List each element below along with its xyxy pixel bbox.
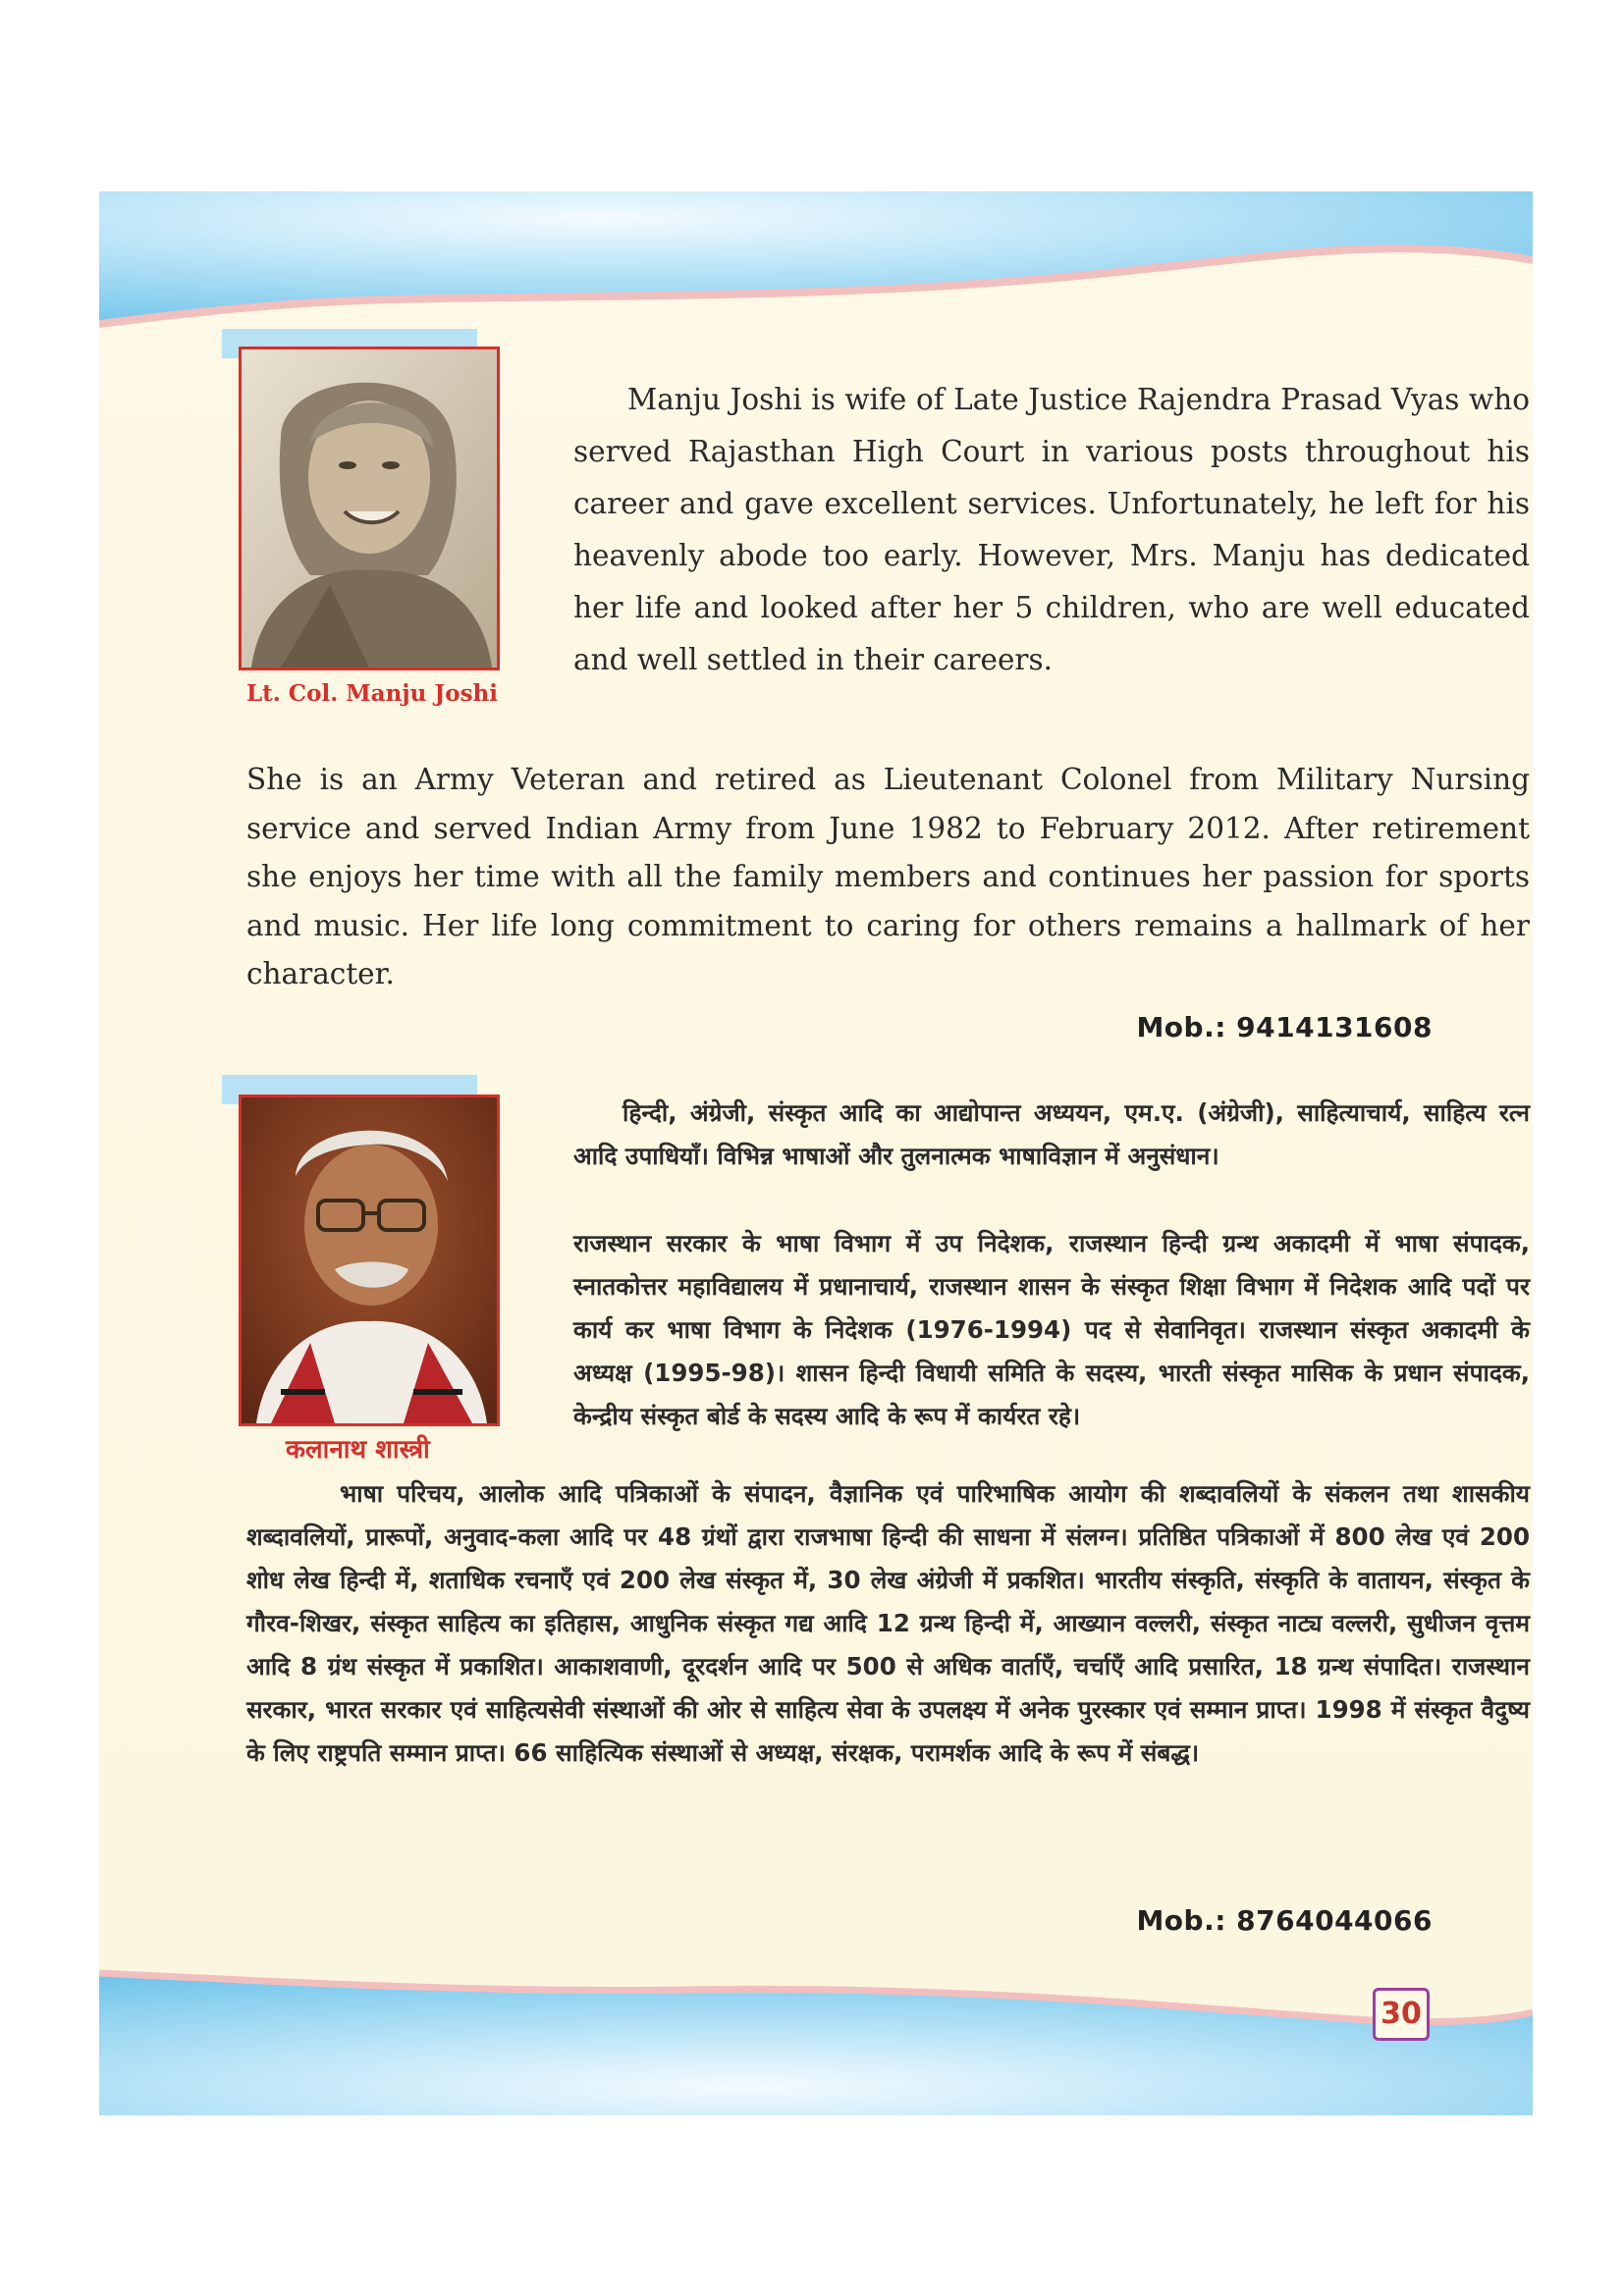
- mobile-number-1: Mob.: 9414131608: [1136, 1011, 1433, 1043]
- caption-kalanath-shastri: कलानाथ शास्त्री: [286, 1435, 430, 1465]
- bottom-wave-band: [99, 1958, 1533, 2115]
- caption-manju-joshi: Lt. Col. Manju Joshi: [246, 680, 498, 707]
- hindi-paragraph-2: राजस्थान सरकार के भाषा विभाग में उप निदेशक, राजस्थान हिन्दी ग्रन्थ अकादमी में भाषा संपादक, स्नातकोत्तर महाविद्यालय में प्रधानाचार्य, राजस्थान शासन के संस्कृत शिक्षा विभाग में निदेशक आदि पदों पर कार्य कर भाषा विभाग के निदेशक (1976-1994) पद से सेवानिवृत। राजस्थान संस्कृत अकादमी के अध्यक्ष (1995-98)। शासन हिन्दी विधायी समिति के सदस्य, भारती संस्कृत मासिक के प्रधान संपादक, केन्द्रीय संस्कृत बोर्ड के सदस्य आदि के रूप में कार्यरत रहे।: [573, 1229, 1530, 1430]
- bio-paragraph-1-text: Manju Joshi is wife of Late Justice Rajendra Prasad Vyas who served Rajasthan High Court in various posts throughout his career and gave excellent services. Unfortunately, he left for his heavenly abode too early. However, Mrs. Manju has dedicated her life and looked after her 5 children, who are well educated and well settled in their careers.: [573, 383, 1530, 676]
- hindi-paragraph-3: भाषा परिचय, आलोक आदि पत्रिकाओं के संपादन, वैज्ञानिक एवं पारिभाषिक आयोग की शब्दावलियों के संकलन तथा शासकीय शब्दावलियों, प्रारूपों, अनुवाद-कला आदि पर 48 ग्रंथों द्वारा राजभाषा हिन्दी की साधना में संलग्न। प्रतिष्ठित पत्रिकाओं में 800 लेख एवं 200 शोध लेख हिन्दी में, शताधिक रचनाएँ एवं 200 लेख संस्कृत में, 30 लेख अंग्रेजी में प्रकशित। भारतीय संस्कृति, संस्कृति के वातायन, संस्कृत के गौरव-शिखर, संस्कृत साहित्य का इतिहास, आधुनिक संस्कृत गद्य आदि 12 ग्रन्थ हिन्दी में, आख्यान वल्लरी, संस्कृत नाट्य वल्लरी, सुधीजन वृत्तम आदि 8 ग्रंथ संस्कृत में प्रकाशित। आकाशवाणी, दूरदर्शन आदि पर 500 से अधिक वार्ताएँ, चर्चाएँ आदि प्रसारित, 18 ग्रन्थ संपादित। राजस्थान सरकार, भारत सरकार एवं साहित्यसेवी संस्थाओं की ओर से साहित्य सेवा के उपलक्ष्य में अनेक पुरस्कार एवं सम्मान प्राप्त। 1998 में संस्कृत वैदुष्य के लिए राष्ट्रपति सम्मान प्राप्त। 66 साहित्यिक संस्थाओं से अध्यक्ष, संरक्षक, परामर्शक आदि के रूप में संबद्ध।: [246, 1479, 1530, 1767]
- hindi-paragraph-1: हिन्दी, अंग्रेजी, संस्कृत आदि का आद्योपान्त अध्ययन, एम.ए. (अंग्रेजी), साहित्याचार्य, साहित्य रत्न आदि उपाधियाँ। विभिन्न भाषाओं और तुलनात्मक भाषाविज्ञान में अनुसंधान।: [573, 1098, 1530, 1170]
- bio-paragraph-2: She is an Army Veteran and retired as Lieutenant Colonel from Military Nursing service and served Indian Army from June 1982 to February 2012. After retirement she enjoys her time with all the family members and continues her passion for sports and music. Her life long commitment to caring for others remains a hallmark of her character.: [246, 763, 1530, 990]
- portrait-kalanath-shastri: [239, 1095, 500, 1426]
- page-number: 30: [1373, 1988, 1430, 2041]
- mobile-number-2: Mob.: 8764044066: [1136, 1904, 1433, 1937]
- top-wave-band: [99, 191, 1533, 348]
- portrait-manju-joshi: [239, 347, 500, 670]
- page-panel: [99, 191, 1533, 2115]
- bio-paragraph-1: [573, 374, 1530, 686]
